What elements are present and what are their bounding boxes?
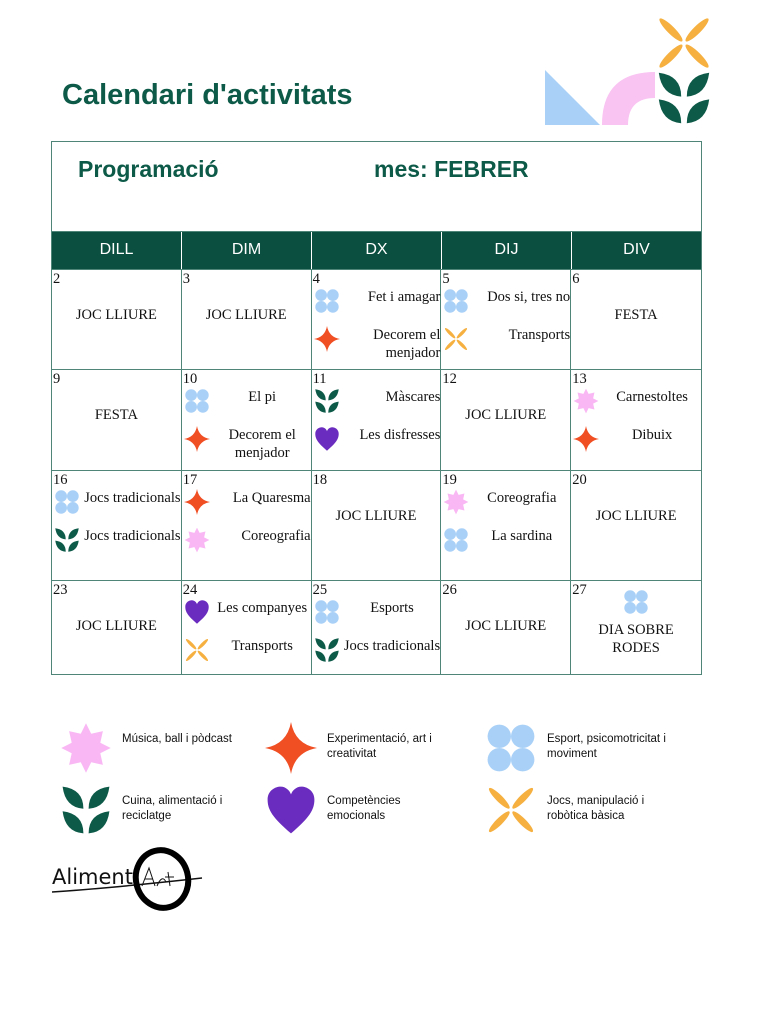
weekday-tue: DIM xyxy=(182,232,312,269)
calendar-day xyxy=(441,471,571,580)
leaves-icon xyxy=(314,637,340,663)
activity-item xyxy=(573,426,701,452)
flower-icon xyxy=(485,722,537,774)
activity-list xyxy=(184,599,311,675)
activity-item xyxy=(314,426,441,452)
activity-list xyxy=(443,288,570,364)
day-number: 13 xyxy=(572,371,587,387)
calendar-header-box xyxy=(52,142,701,232)
day-activity-wrap xyxy=(571,589,701,657)
star4-icon xyxy=(573,426,599,452)
day-number: 6 xyxy=(572,271,580,287)
day-activity: JOC LLIURE xyxy=(335,508,417,524)
activity-item xyxy=(314,388,441,414)
activity-item xyxy=(54,527,181,553)
legend-item xyxy=(485,722,667,774)
calendar-day xyxy=(441,370,571,470)
legend-label: Competències emocionals xyxy=(327,795,401,822)
calendar-day xyxy=(182,471,312,580)
alimentart-logo xyxy=(52,846,212,912)
day-number: 10 xyxy=(182,371,198,387)
activity-list xyxy=(443,489,570,565)
activity-label: Fet i amagar xyxy=(367,289,441,305)
day-activity: FESTA xyxy=(94,407,138,423)
activity-list xyxy=(314,388,441,464)
legend-label: Jocs, manipulació i robòtica bàsica xyxy=(547,795,645,822)
activity-label: Decorem el menjador xyxy=(373,327,441,361)
activity-label: Les disfresses xyxy=(359,427,441,443)
day-number: 23 xyxy=(53,582,68,598)
activity-label: Decorem el menjador xyxy=(228,427,296,461)
day-activity: DIA SOBRE RODES xyxy=(598,622,674,656)
legend-label: Cuina, alimentació i reciclatge xyxy=(122,795,223,822)
flower-icon xyxy=(443,527,469,553)
activity-list xyxy=(184,489,311,565)
calendar-week xyxy=(52,470,701,580)
flower-icon xyxy=(314,288,340,314)
calendar-day xyxy=(52,581,182,674)
day-number: 25 xyxy=(312,582,328,598)
legend-item xyxy=(60,784,242,836)
day-number: 20 xyxy=(572,472,587,488)
activity-item xyxy=(314,599,441,625)
day-activity: JOC LLIURE xyxy=(465,407,547,423)
activity-item xyxy=(184,527,311,553)
day-number: 16 xyxy=(53,472,68,488)
calendar-week xyxy=(52,269,701,369)
cross-icon xyxy=(184,637,210,663)
legend-label: Esport, psicomotricitat i moviment xyxy=(547,733,666,760)
month-label: mes: FEBRER xyxy=(374,156,529,182)
day-number: 24 xyxy=(182,582,198,598)
activity-label: Carnestoltes xyxy=(616,389,688,405)
activity-item xyxy=(184,388,311,414)
day-activity: JOC LLIURE xyxy=(205,307,287,323)
day-number: 27 xyxy=(572,582,587,598)
calendar-day xyxy=(52,370,182,470)
day-number: 11 xyxy=(312,371,327,387)
day-number: 3 xyxy=(182,271,191,287)
calendar-day xyxy=(441,581,571,674)
activity-item xyxy=(573,388,701,414)
day-number: 9 xyxy=(53,371,61,387)
day-number: 12 xyxy=(442,371,457,387)
star8-icon xyxy=(60,722,112,774)
activity-item xyxy=(184,637,311,663)
activity-item xyxy=(314,326,441,362)
flower-icon xyxy=(623,589,649,615)
day-number: 18 xyxy=(312,472,328,488)
activity-item xyxy=(184,489,311,515)
weekday-fri: DIV xyxy=(623,241,650,258)
arc-shape xyxy=(602,72,655,125)
calendar-day xyxy=(182,370,312,470)
activity-item xyxy=(184,599,311,625)
calendar-day xyxy=(52,471,182,580)
activity-item xyxy=(443,489,570,515)
star4-icon xyxy=(184,426,210,452)
flower-icon xyxy=(184,388,210,414)
day-number: 2 xyxy=(53,271,61,287)
activity-item xyxy=(443,326,570,352)
calendar xyxy=(51,141,702,675)
activity-label: Coreografia xyxy=(487,490,557,506)
star8-icon xyxy=(184,527,210,553)
calendar-day xyxy=(312,581,442,674)
activity-label: Dibuix xyxy=(631,427,673,443)
activity-label: Transports xyxy=(231,638,293,654)
calendar-day xyxy=(571,581,701,674)
programacio-label: Programació xyxy=(78,156,219,182)
flower-icon xyxy=(314,599,340,625)
flower-icon xyxy=(54,489,80,515)
legend-item xyxy=(485,784,667,836)
star4-icon xyxy=(184,489,210,515)
day-number: 17 xyxy=(182,472,198,488)
activity-list xyxy=(314,288,441,374)
decorative-shapes xyxy=(540,12,720,132)
activity-label: La Quaresma xyxy=(232,490,311,506)
star8-icon xyxy=(573,388,599,414)
svg-text:Aliment: Aliment xyxy=(52,865,133,889)
legend-item xyxy=(60,722,242,774)
calendar-day xyxy=(571,471,701,580)
activity-label: Esports xyxy=(370,600,414,616)
leaves-icon xyxy=(659,73,709,123)
triangle-shape xyxy=(545,70,600,125)
activity-label: La sardina xyxy=(491,528,553,544)
day-activity: JOC LLIURE xyxy=(75,307,157,323)
cross-icon xyxy=(657,16,711,70)
star4-icon xyxy=(265,722,317,774)
legend-label: Música, ball i pòdcast xyxy=(122,733,232,745)
heart-icon xyxy=(265,784,317,836)
day-activity: JOC LLIURE xyxy=(465,618,547,634)
activity-label: Dos si, tres no xyxy=(487,289,571,305)
calendar-day xyxy=(182,270,312,369)
legend-item xyxy=(265,722,447,774)
calendar-day xyxy=(571,370,701,470)
activity-label: Coreografia xyxy=(241,528,311,544)
activity-list xyxy=(573,388,701,464)
activity-list xyxy=(314,599,441,675)
cross-icon xyxy=(443,326,469,352)
heart-icon xyxy=(184,599,210,625)
weekday-header xyxy=(52,232,701,269)
activity-list xyxy=(184,388,311,474)
calendar-day xyxy=(52,270,182,369)
leaves-icon xyxy=(314,388,340,414)
calendar-day xyxy=(441,270,571,369)
activity-label: Jocs tradicionals xyxy=(84,490,181,506)
activity-item xyxy=(54,489,181,515)
page-title: Calendari d'activitats xyxy=(62,79,353,111)
activity-label: Jocs tradicionals xyxy=(343,638,441,654)
activity-item xyxy=(443,288,570,314)
leaves-icon xyxy=(54,527,80,553)
activity-item xyxy=(443,527,570,553)
day-activity: JOC LLIURE xyxy=(595,508,677,524)
activity-list xyxy=(54,489,181,565)
activity-item xyxy=(314,288,441,314)
star8-icon xyxy=(443,489,469,515)
activity-item xyxy=(314,637,441,663)
legend-item xyxy=(265,784,447,836)
activity-label: Transports xyxy=(508,327,571,343)
calendar-week xyxy=(52,369,701,470)
activity-label: El pi xyxy=(248,389,277,405)
activity-label: Jocs tradicionals xyxy=(84,528,181,544)
calendar-day xyxy=(312,471,442,580)
calendar-day xyxy=(182,581,312,674)
day-number: 26 xyxy=(442,582,457,598)
day-activity: FESTA xyxy=(614,307,658,323)
calendar-day xyxy=(312,370,442,470)
day-number: 19 xyxy=(442,472,457,488)
weekday-thu: DIJ xyxy=(442,232,572,269)
activity-label: Les companyes xyxy=(217,600,308,616)
calendar-day xyxy=(312,270,442,369)
day-number: 5 xyxy=(442,271,450,287)
calendar-week xyxy=(52,580,701,674)
weekday-wed: DX xyxy=(312,232,442,269)
legend-label: Experimentació, art i creativitat xyxy=(327,733,432,760)
heart-icon xyxy=(314,426,340,452)
activity-item xyxy=(184,426,311,462)
cross-icon xyxy=(485,784,537,836)
activity-label: Màscares xyxy=(385,389,441,405)
flower-icon xyxy=(443,288,469,314)
leaves-icon xyxy=(60,784,112,836)
calendar-day xyxy=(571,270,701,369)
day-activity: JOC LLIURE xyxy=(75,618,157,634)
star4-icon xyxy=(314,326,340,352)
day-number: 4 xyxy=(312,271,320,287)
weekday-mon: DILL xyxy=(52,232,182,269)
